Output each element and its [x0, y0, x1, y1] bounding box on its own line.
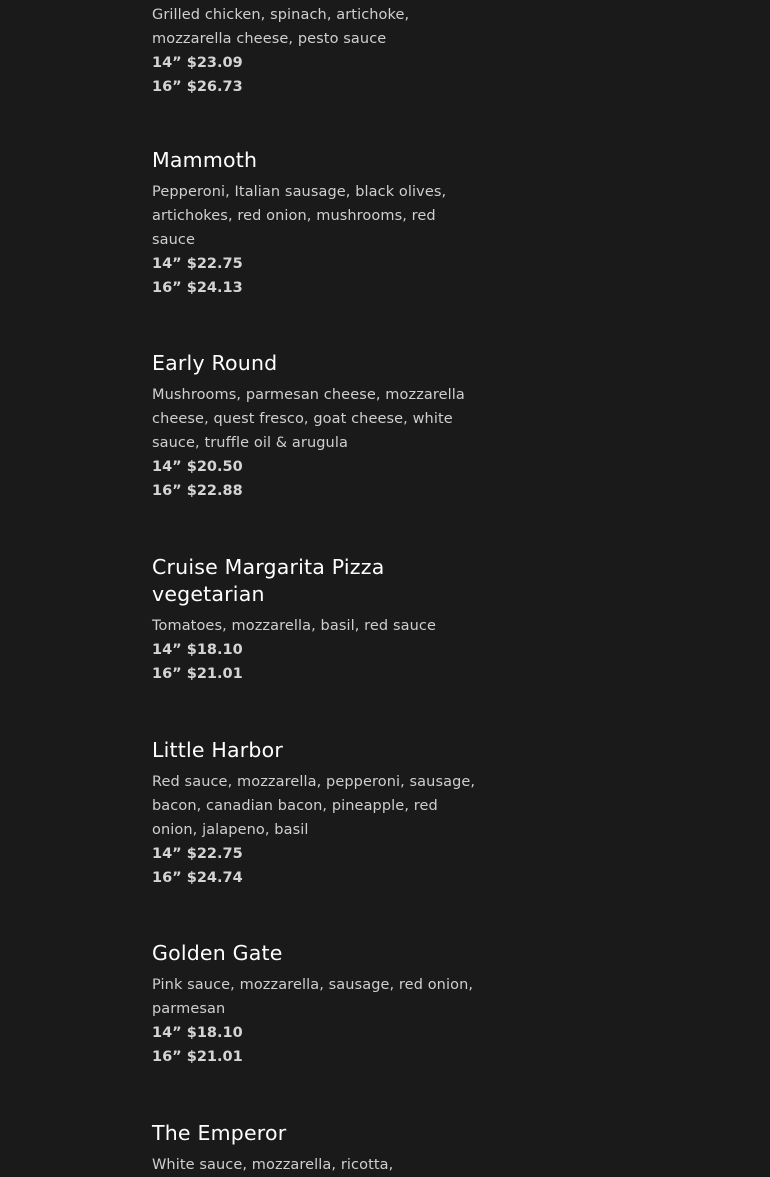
item-description: Mushrooms, parmesan cheese, mozzarella cheese, quest fresco, goat cheese, white sauce, truffle oil & arugula: [152, 387, 465, 451]
item-name: The Emperor: [152, 1121, 287, 1145]
price-16-inch: 16” $22.88: [152, 483, 243, 499]
price-14-inch: 14” $22.75: [152, 846, 243, 862]
price-16-inch: 16” $26.73: [152, 79, 243, 95]
menu-item: [152, 3, 482, 99]
menu-item: [152, 554, 482, 686]
price-16-inch: 16” $24.13: [152, 280, 243, 296]
price-16-inch: 16” $21.01: [152, 666, 243, 682]
item-description: Grilled chicken, spinach, artichoke, mozzarella cheese, pesto sauce: [152, 7, 410, 47]
menu-item: [152, 940, 482, 1069]
price-14-inch: 14” $18.10: [152, 642, 243, 658]
menu-item: [152, 350, 482, 503]
item-description: Pink sauce, mozzarella, sausage, red onion, parmesan: [152, 977, 474, 1017]
item-description: Tomatoes, mozzarella, basil, red sauce: [152, 618, 436, 634]
price-14-inch: 14” $20.50: [152, 459, 243, 475]
item-name: Cruise Margarita Pizza vegetarian: [152, 555, 385, 606]
price-14-inch: 14” $23.09: [152, 55, 243, 71]
item-name: Mammoth: [152, 148, 258, 172]
item-name: Early Round: [152, 351, 278, 375]
menu-item: [152, 147, 482, 300]
price-16-inch: 16” $24.74: [152, 870, 243, 886]
item-description: White sauce, mozzarella, ricotta,: [152, 1157, 394, 1173]
item-description: Red sauce, mozzarella, pepperoni, sausage, bacon, canadian bacon, pineapple, red onion, jalapeno, basil: [152, 774, 476, 838]
price-14-inch: 14” $18.10: [152, 1025, 243, 1041]
item-description: Pepperoni, Italian sausage, black olives, artichokes, red onion, mushrooms, red sauce: [152, 184, 447, 248]
price-16-inch: 16” $21.01: [152, 1049, 243, 1065]
menu-item: [152, 737, 482, 890]
price-14-inch: 14” $22.75: [152, 256, 243, 272]
item-name: Little Harbor: [152, 738, 284, 762]
menu-item: [152, 1120, 482, 1177]
item-name: Golden Gate: [152, 941, 283, 965]
